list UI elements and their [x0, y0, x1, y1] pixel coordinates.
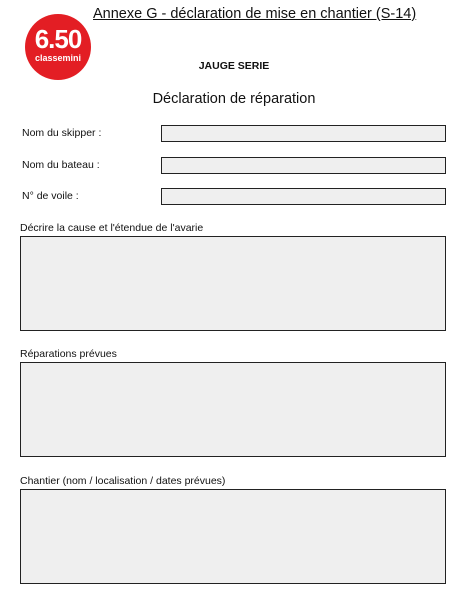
declaration-title: Déclaration de réparation [152, 91, 316, 107]
annex-title: Annexe G - déclaration de mise en chantier (S-14) [93, 6, 417, 22]
logo-subtitle: classemini [34, 53, 82, 63]
skipper-name-field[interactable] [161, 125, 446, 142]
boat-name-field[interactable] [161, 157, 446, 174]
sail-number-label: N° de voile : [22, 190, 79, 202]
boat-name-label: Nom du bateau : [22, 159, 100, 171]
skipper-name-label: Nom du skipper : [22, 127, 102, 139]
planned-repairs-label: Réparations prévues [20, 348, 117, 360]
jauge-heading: JAUGE SERIE [198, 60, 270, 72]
damage-description-label: Décrire la cause et l'étendue de l'avarie [20, 222, 204, 234]
shipyard-field[interactable] [20, 489, 446, 584]
planned-repairs-field[interactable] [20, 362, 446, 457]
damage-description-field[interactable] [20, 236, 446, 331]
logo-number: 6.50 [34, 24, 82, 54]
sail-number-field[interactable] [161, 188, 446, 205]
shipyard-label: Chantier (nom / localisation / dates prévues) [20, 475, 226, 487]
